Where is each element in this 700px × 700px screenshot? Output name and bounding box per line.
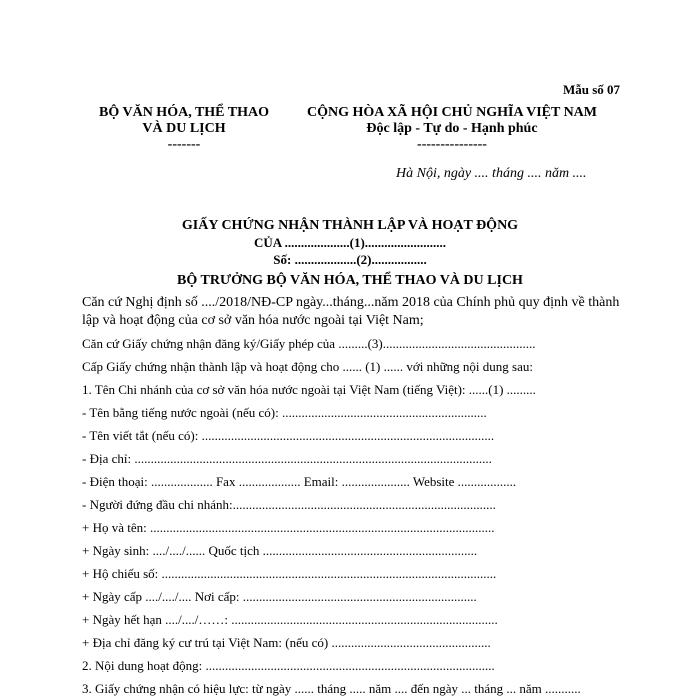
line-foreign-name: - Tên bằng tiếng nước ngoài (nếu có): ............................................................... <box>82 405 487 420</box>
line-branch-name: 1. Tên Chi nhánh của cơ sở văn hóa nước ngoài tại Việt Nam (tiếng Việt): ......(1) ......... <box>82 382 536 397</box>
line-legal-basis: Căn cứ Giấy chứng nhận đăng ký/Giấy phép của .........(3)............................................... <box>82 336 536 351</box>
line-address: - Địa chỉ: .............................................................................................................. <box>82 451 492 466</box>
line-passport: + Hộ chiếu số: ....................................................................................................... <box>82 566 497 581</box>
line-grant: Cấp Giấy chứng nhận thành lập và hoạt động cho ...... (1) ...... với những nội dung sau: <box>82 359 533 374</box>
line-head-of-branch: - Người đứng đầu chi nhánh:................................................................................. <box>82 497 496 512</box>
place-date: Hà Nội, ngày .... tháng .... năm .... <box>396 166 587 181</box>
title-organization: CỦA ....................(1)......................... <box>253 235 447 250</box>
line-residence: + Địa chỉ đăng ký cư trú tại Việt Nam: (nếu có) ................................................. <box>82 635 491 650</box>
line-full-name: + Họ và tên: .......................................................................................................... <box>82 520 495 535</box>
ministry-divider: ------- <box>167 137 201 152</box>
title-number: Số: ...................(2)................. <box>273 252 427 267</box>
line-short-name: - Tên viết tắt (nếu có): .......................................................................................... <box>82 428 495 443</box>
republic-header <box>272 105 632 153</box>
line-activities: 2. Nội dung hoạt động: ......................................................................................... <box>82 658 495 673</box>
ministry-header <box>72 105 296 153</box>
line-contact: - Điện thoại: ................... Fax ................... Email: ..................... Website .................. <box>82 474 517 489</box>
line-validity: 3. Giấy chứng nhận có hiệu lực: từ ngày ...... tháng ..... năm .... đến ngày ... tháng ... năm ........... <box>82 681 581 696</box>
document-title: GIẤY CHỨNG NHẬN THÀNH LẬP VÀ HOẠT ĐỘNG <box>181 218 519 233</box>
republic-name: CỘNG HÒA XÃ HỘI CHỦ NGHĨA VIỆT NAM <box>306 105 597 120</box>
issuer-title: BỘ TRƯỞNG BỘ VĂN HÓA, THỂ THAO VÀ DU LỊCH <box>177 273 523 288</box>
republic-divider: --------------- <box>417 137 487 152</box>
preamble: Căn cứ Nghị định số ..../2018/NĐ-CP ngày...tháng...năm 2018 của Chính phủ quy định về thành lập và hoạt động của cơ sở văn hóa nước ngoài tại Việt Nam; <box>82 295 620 328</box>
form-number: Mẫu số 07 <box>562 82 620 97</box>
line-issue-date: + Ngày cấp ..../..../.... Nơi cấp: ........................................................................ <box>82 589 477 604</box>
ministry-line-2: VÀ DU LỊCH <box>142 121 226 136</box>
line-birthdate: + Ngày sinh: ..../..../...... Quốc tịch .................................................................. <box>82 543 478 558</box>
republic-motto: Độc lập - Tự do - Hạnh phúc <box>366 121 538 136</box>
line-expiry-date: + Ngày hết hạn ..../..../……: .................................................................................. <box>82 612 498 627</box>
ministry-line-1: BỘ VĂN HÓA, THỂ THAO <box>99 105 269 120</box>
